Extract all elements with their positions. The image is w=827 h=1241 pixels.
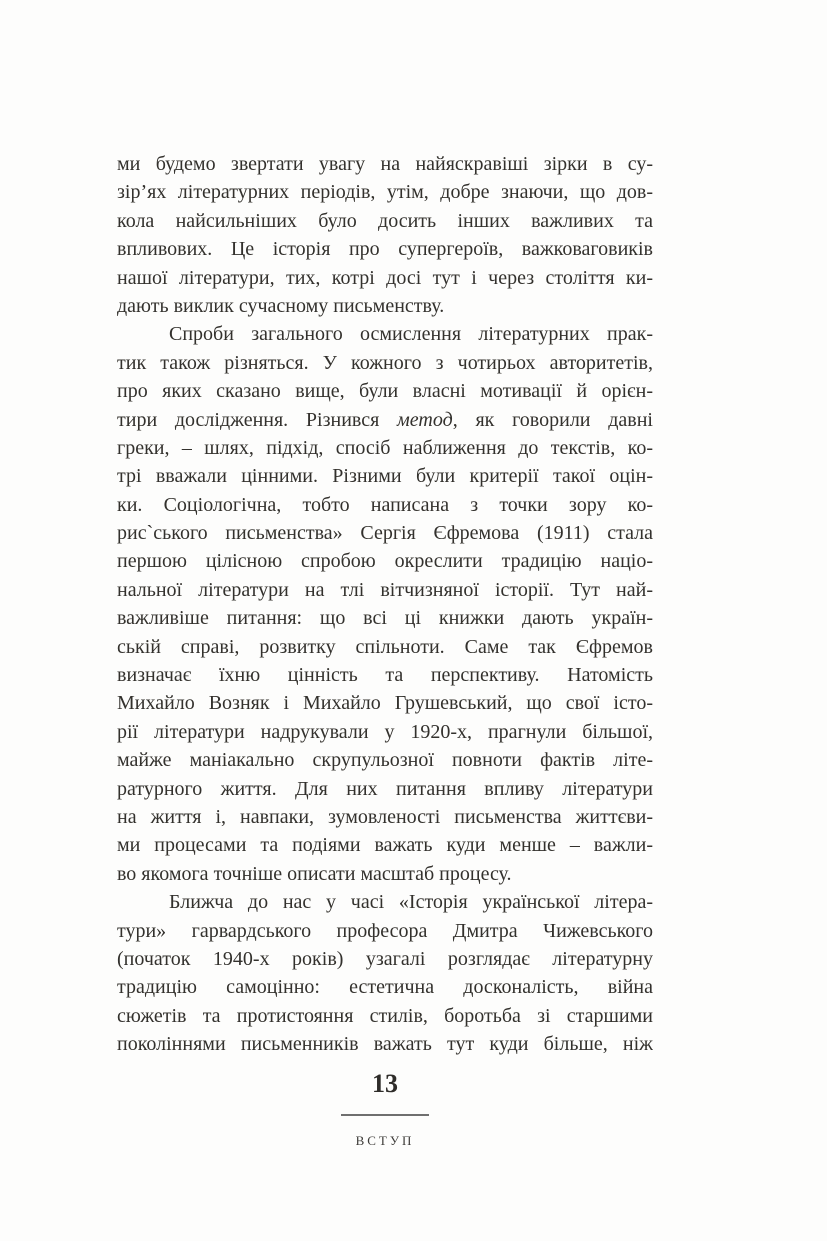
text-segment: Ближча до нас у часі «Історія української літера- <box>169 891 653 914</box>
footer-divider-rule <box>341 1114 429 1116</box>
text-segment: ратурного життя. Для них питання впливу літератури <box>117 777 653 800</box>
running-footer-section: ВСТУП <box>355 1133 415 1148</box>
text-line <box>117 775 653 803</box>
text-segment: тик також різняться. У кожного з чотирьох авторитетів, <box>117 351 653 374</box>
text-line <box>117 462 653 490</box>
body-text <box>117 150 653 1059</box>
text-segment: во якомога точніше описати масштаб процесу. <box>117 862 512 885</box>
text-line <box>117 1030 653 1058</box>
text-line <box>117 888 653 916</box>
text-line <box>117 377 653 405</box>
text-line <box>117 264 653 292</box>
text-line <box>117 576 653 604</box>
text-line <box>117 917 653 945</box>
text-line <box>117 349 653 377</box>
text-line <box>117 320 653 348</box>
text-line <box>117 235 653 263</box>
text-line <box>117 1002 653 1030</box>
text-segment: , як говорили давні <box>452 408 653 431</box>
text-line <box>117 746 653 774</box>
text-line <box>117 945 653 973</box>
text-segment: ки. Соціологічна, тобто написана з точки зору ко- <box>117 493 653 516</box>
text-segment: нальної літератури на тлі вітчизняної історії. Тут най- <box>117 578 653 601</box>
text-segment: зір’ях літературних періодів, утім, добре знаючи, що дов- <box>117 181 653 204</box>
text-line <box>117 292 653 320</box>
text-line <box>117 207 653 235</box>
text-line <box>117 689 653 717</box>
text-segment: рії літератури надрукували у 1920-х, прагнули більшої, <box>117 720 653 743</box>
text-line <box>117 973 653 1001</box>
text-segment: нашої літератури, тих, котрі досі тут і через століття ки- <box>117 266 653 289</box>
text-segment: сюжетів та протистояння стилів, боротьба зі старшими <box>117 1004 653 1027</box>
text-segment: поколіннями письменників важать тут куди більше, ніж <box>117 1033 653 1056</box>
text-line <box>117 604 653 632</box>
text-segment: тири дослідження. Різнився <box>117 408 398 431</box>
text-segment: дають виклик сучасному письменству. <box>117 294 445 317</box>
text-segment: традицію самоцінно: естетична досконалість, війна <box>117 976 653 999</box>
text-segment: Михайло Возняк і Михайло Грушевський, що свої істо- <box>117 692 653 715</box>
text-segment: ми процесами та подіями важать куди менше – важли- <box>117 834 653 857</box>
text-line <box>117 831 653 859</box>
text-line <box>117 519 653 547</box>
page-number: 13 <box>372 1069 398 1098</box>
text-segment: ми будемо звертати увагу на найяскравіші зірки в су- <box>117 153 653 175</box>
page-footer <box>117 1070 653 1149</box>
text-segment: визначає їхню цінність та перспективу. Натомість <box>117 664 653 687</box>
text-line <box>117 150 653 178</box>
text-segment: першою цілісною спробою окреслити традицію націо- <box>117 550 653 573</box>
text-segment: Спроби загального осмислення літературних прак- <box>169 323 653 346</box>
text-segment: греки, – шлях, підхід, спосіб наближення до текстів, ко- <box>117 436 653 459</box>
text-line <box>117 661 653 689</box>
text-line <box>117 803 653 831</box>
text-segment: про яких сказано вище, були власні мотивації й орієн- <box>117 380 653 403</box>
text-line <box>117 491 653 519</box>
text-segment: впливових. Це історія про супергероїв, важковаговиків <box>117 238 653 261</box>
text-line <box>117 406 653 434</box>
text-line <box>117 633 653 661</box>
text-segment: кола найсильніших було досить інших важливих та <box>117 209 653 232</box>
text-segment: тури» гарвардського професора Дмитра Чижевського <box>117 919 653 942</box>
text-segment: майже маніакально скрупульозної повноти фактів літе- <box>117 749 653 772</box>
italic-term: метод <box>397 408 453 431</box>
text-line <box>117 860 653 888</box>
text-line <box>117 434 653 462</box>
text-line <box>117 718 653 746</box>
text-segment: важливіше питання: що всі ці книжки дають україн- <box>117 607 653 630</box>
text-line <box>117 178 653 206</box>
text-line <box>117 547 653 575</box>
text-segment: ській справі, розвитку спільноти. Саме так Єфремов <box>117 635 653 658</box>
text-segment: на життя і, навпаки, зумовленості письменства життєви- <box>117 805 653 828</box>
text-segment: (початок 1940-х років) узагалі розглядає літературну <box>117 947 653 970</box>
text-segment: рис`ського письменства» Сергія Єфремова (1911) стала <box>117 522 653 545</box>
text-segment: трі вважали цінними. Різними були критерії такої оцін- <box>117 465 653 488</box>
